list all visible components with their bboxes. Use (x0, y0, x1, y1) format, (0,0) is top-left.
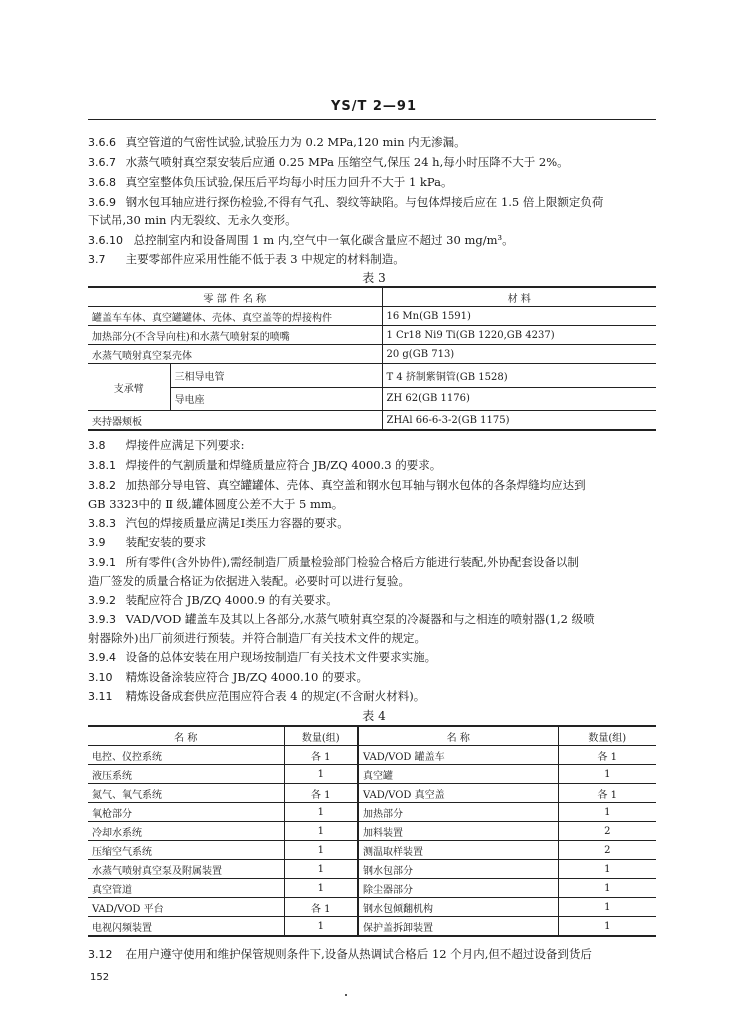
item-qty: 1 (284, 917, 358, 937)
table-row (88, 917, 656, 937)
item-name: 水蒸气喷射真空泵及附属装置 (88, 860, 284, 879)
clause-3-6-8 (88, 173, 656, 192)
clause-text: 焊接件的气割质量和焊缝质量应符合 JB/ZQ 4000.3 的要求。 (125, 458, 442, 472)
support-arm-label: 支承臂 (88, 364, 170, 411)
item-name: 氧枪部分 (88, 803, 284, 822)
material: 1 Cr18 Ni9 Ti(GB 1220,GB 4237) (382, 326, 656, 345)
clause-3-9-3-cont (88, 629, 656, 647)
item-qty: 各 1 (558, 784, 656, 803)
table-row (88, 803, 656, 822)
item-qty: 各 1 (284, 898, 358, 917)
part-name: 罐盖车车体、真空罐罐体、壳体、真空盖等的焊接构件 (88, 307, 382, 326)
clause-number: 3.12 (88, 948, 113, 961)
clause-3-9-2 (88, 591, 656, 610)
clause-text: 水蒸气喷射真空泵安装后应通 0.25 MPa 压缩空气,保压 24 h,每小时压降不大于 2%。 (125, 155, 569, 169)
clause-text: 焊接件应满足下列要求: (125, 438, 245, 452)
item-name: 电控、仪控系统 (88, 746, 284, 765)
item-qty: 1 (284, 860, 358, 879)
item-qty: 1 (284, 822, 358, 841)
table-row (88, 307, 656, 326)
clause-3-6-9 (88, 193, 656, 212)
clause-3-9-1-cont (88, 572, 656, 590)
clause-3-8-1 (88, 456, 656, 475)
table-4 (88, 725, 656, 937)
item-qty: 2 (558, 822, 656, 841)
clause-3-6-7 (88, 153, 656, 172)
clause-number: 3.8.2 (88, 479, 116, 492)
clause-text: 装配安装的要求 (125, 535, 207, 549)
table-4-caption: 表 4 (362, 709, 386, 723)
header-material: 材 料 (382, 287, 656, 307)
clause-number: 3.9.4 (88, 651, 116, 664)
clause-text: 真空室整体负压试验,保压后平均每小时压力回升不大于 1 kPa。 (125, 175, 453, 189)
table-row (88, 822, 656, 841)
item-qty: 1 (558, 803, 656, 822)
part-name: 夹持器颊板 (88, 411, 382, 431)
item-name: VAD/VOD 罐盖车 (358, 746, 558, 765)
clause-number: 3.6.6 (88, 136, 116, 149)
item-name: 测温取样装置 (358, 841, 558, 860)
clause-number: 3.6.8 (88, 176, 116, 189)
header-qty-right: 数量(组) (558, 726, 656, 746)
clause-text: 主要零部件应采用性能不低于表 3 中规定的材料制造。 (125, 252, 405, 266)
clause-3-12 (88, 945, 656, 964)
item-qty: 1 (558, 860, 656, 879)
item-qty: 各 1 (284, 784, 358, 803)
clause-3-9-4 (88, 648, 656, 667)
clause-text: 加热部分导电管、真空罐罐体、壳体、真空盖和钢水包耳轴与钢水包体的各条焊缝均应达到 (125, 478, 586, 492)
item-qty: 1 (284, 803, 358, 822)
part-name: 三相导电管 (170, 364, 382, 388)
table-row (88, 411, 656, 431)
item-qty: 1 (284, 841, 358, 860)
item-qty: 2 (558, 841, 656, 860)
clause-number: 3.8 (88, 439, 106, 452)
item-name: 钢水包倾翻机构 (358, 898, 558, 917)
clause-number: 3.8.3 (88, 517, 116, 530)
clause-3-6-10 (88, 231, 656, 250)
clause-number: 3.6.7 (88, 156, 116, 169)
clause-3-6-6 (88, 133, 656, 152)
table-row (88, 898, 656, 917)
clause-number: 3.9.3 (88, 613, 116, 626)
part-name: 加热部分(不含导向柱)和水蒸气喷射泵的喷嘴 (88, 326, 382, 345)
clause-3-9-3 (88, 610, 656, 629)
item-name: 冷却水系统 (88, 822, 284, 841)
clause-text: 钢水包耳轴应进行探伤检验,不得有气孔、裂纹等缺陷。与包体焊接后应在 1.5 倍上限额定负荷 (125, 195, 604, 209)
material: 16 Mn(GB 1591) (382, 307, 656, 326)
clause-number: 3.10 (88, 671, 113, 684)
table-row (88, 345, 656, 364)
item-name: VAD/VOD 真空盖 (358, 784, 558, 803)
item-name: 真空罐 (358, 765, 558, 784)
item-name: 电视闪频装置 (88, 917, 284, 937)
clause-3-11 (88, 687, 656, 706)
clause-3-9-1 (88, 553, 656, 572)
item-qty: 1 (284, 765, 358, 784)
item-qty: 1 (558, 917, 656, 937)
item-name: 保护盖拆卸装置 (358, 917, 558, 937)
material: T 4 挤制紫铜管(GB 1528) (382, 364, 656, 388)
clause-text: 射器除外)出厂前须进行预装。并符合制造厂有关技术文件的规定。 (88, 631, 426, 645)
clause-3-8-2-cont (88, 495, 656, 513)
clause-number: 3.9.1 (88, 556, 116, 569)
clause-number: 3.6.10 (88, 234, 123, 247)
clause-text: VAD/VOD 罐盖车及其以上各部分,水蒸气喷射真空泵的冷凝器和与之相连的喷射器(1,2 级喷 (125, 612, 595, 626)
clause-text: 在用户遵守使用和维护保管规则条件下,设备从热调试合格后 12 个月内,但不超过设备到货后 (125, 947, 592, 961)
table-3 (88, 286, 656, 431)
clause-3-8-3 (88, 514, 656, 533)
table-row (88, 784, 656, 803)
clause-3-8-2 (88, 476, 656, 495)
clause-3-7 (88, 250, 656, 269)
clause-number: 3.9.2 (88, 594, 116, 607)
table-row (88, 860, 656, 879)
item-qty: 各 1 (284, 746, 358, 765)
clause-text: 设备的总体安装在用户现场按制造厂有关技术文件要求实施。 (125, 650, 437, 664)
item-qty: 1 (558, 765, 656, 784)
item-qty: 1 (284, 879, 358, 898)
item-name: 氮气、氧气系统 (88, 784, 284, 803)
item-name: 液压系统 (88, 765, 284, 784)
clause-number: 3.9 (88, 536, 106, 549)
table-3-caption: 表 3 (362, 271, 386, 285)
part-name: 导电座 (170, 387, 382, 411)
table-header-row (88, 726, 656, 746)
material: ZH 62(GB 1176) (382, 387, 656, 411)
clause-3-8 (88, 436, 656, 455)
clause-text: 精炼设备成套供应范围应符合表 4 的规定(不含耐火材料)。 (125, 689, 426, 703)
table-row (88, 746, 656, 765)
item-name: 除尘器部分 (358, 879, 558, 898)
item-name: 真空管道 (88, 879, 284, 898)
item-name: 加热部分 (358, 803, 558, 822)
clause-number: 3.11 (88, 690, 113, 703)
clause-text: 装配应符合 JB/ZQ 4000.9 的有关要求。 (125, 593, 338, 607)
clause-text: 下试吊,30 min 内无裂纹、无永久变形。 (88, 213, 297, 227)
table-header-row (88, 287, 656, 307)
clause-3-9 (88, 533, 656, 552)
header-name-left: 名 称 (88, 726, 284, 746)
table-row (88, 364, 656, 388)
clause-number: 3.6.9 (88, 196, 116, 209)
page-number: 152 (90, 972, 110, 983)
clause-number: 3.7 (88, 253, 106, 266)
table-row (88, 841, 656, 860)
clause-text: 造厂签发的质量合格证为依据进入装配。必要时可以进行复验。 (88, 574, 410, 588)
item-name: 压缩空气系统 (88, 841, 284, 860)
item-qty: 1 (558, 879, 656, 898)
clause-text: 真空管道的气密性试验,试验压力为 0.2 MPa,120 min 内无渗漏。 (125, 135, 466, 149)
clause-3-6-9-cont (88, 211, 656, 229)
table-row (88, 765, 656, 784)
clause-text: 精炼设备涂装应符合 JB/ZQ 4000.10 的要求。 (125, 670, 369, 684)
scan-speck (345, 994, 347, 996)
header-name-right: 名 称 (358, 726, 558, 746)
table-row (88, 326, 656, 345)
part-name: 水蒸气喷射真空泵壳体 (88, 345, 382, 364)
header-part-name: 零 部 件 名 称 (88, 287, 382, 307)
material: 20 g(GB 713) (382, 345, 656, 364)
table-row (88, 879, 656, 898)
header-rule (88, 119, 656, 120)
page-header: YS/T 2—91 (330, 99, 418, 114)
clause-text: 所有零件(含外协件),需经制造厂质量检验部门检验合格后方能进行装配,外协配套设备以制 (125, 555, 579, 569)
material: ZHAl 66-6-3-2(GB 1175) (382, 411, 656, 431)
clause-text: GB 3323中的 Ⅱ 级,罐体圆度公差不大于 5 mm。 (88, 497, 344, 511)
table-row (88, 387, 656, 411)
item-name: VAD/VOD 平台 (88, 898, 284, 917)
item-name: 加料装置 (358, 822, 558, 841)
item-qty: 各 1 (558, 746, 656, 765)
clause-text: 汽包的焊接质量应满足Ⅰ类压力容器的要求。 (125, 516, 349, 530)
header-qty-left: 数量(组) (284, 726, 358, 746)
clause-3-10 (88, 668, 656, 687)
item-qty: 1 (558, 898, 656, 917)
clause-text: 总控制室内和设备周围 1 m 内,空气中一氧化碳含量应不超过 30 mg/m³。 (133, 233, 514, 247)
item-name: 钢水包部分 (358, 860, 558, 879)
clause-number: 3.8.1 (88, 459, 116, 472)
